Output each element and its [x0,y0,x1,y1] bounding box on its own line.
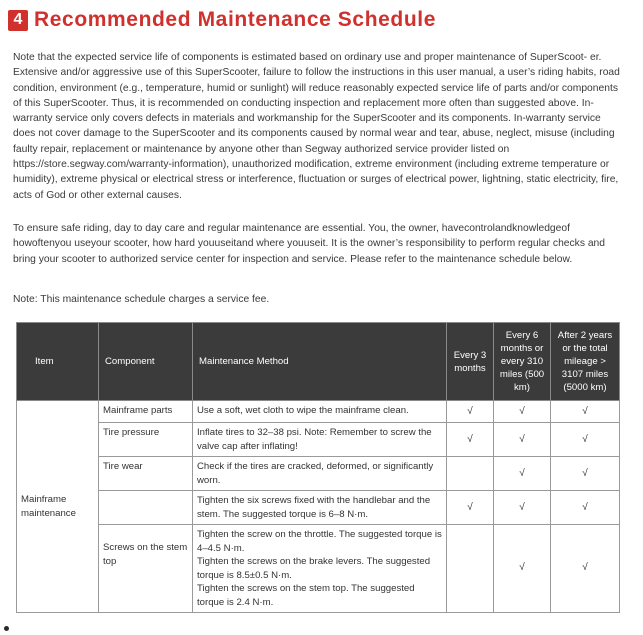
check-cell: √ [494,491,551,525]
check-cell [447,525,494,613]
component-cell: Mainframe parts [99,401,193,423]
item-mainframe-maintenance: Mainframe maintenance [17,401,99,613]
table-row [17,525,620,613]
check-cell: √ [551,491,620,525]
page-title: Recommended Maintenance Schedule [34,8,436,31]
check-cell: √ [494,401,551,423]
warranty-note-paragraph: Note that the expected service life of components is estimated based on ordinary use and proper maintenance of SuperScoot- er. Extensive and/or aggressive use of this SuperScooter, failure to follow the instructions in this user manual, a user’s riding habits, road condition, environment (e.g., temperature, humid or sunlight) will reduce reasonably expected service life of parts and/or components of this SuperScooter. Thus, it is recommended on conducting inspection and replacement more often than suggested above. In-warranty service only covers defects in materials and workmanship for the SuperScooter and its components. In-warranty service does not cover damage to the SuperScooter and its components caused by normal wear and tear, abuse, neglect, misuse (including faulty repair, replacement or maintenance by anyone other than Segway authorized service provider listed on https://store.segway.com/warranty-information), unauthorized modification, extreme environment (including extreme temperature or humidity), extreme physical or electrical stress or interference, fluctuation or surges of electrical power, lightning, static electricity, fire, acts of God or other external causes. [13,52,620,201]
check-cell: √ [447,423,494,457]
table-row [17,491,620,525]
method-cell: Tighten the six screws fixed with the handlebar and the stem. The suggested torque is 6–8 N·m. [193,491,447,525]
header-component: Component [99,323,193,401]
table-row [17,423,620,457]
check-cell: √ [447,491,494,525]
check-cell: √ [494,525,551,613]
table-header-row [17,323,620,401]
maintenance-schedule-table [16,322,620,613]
header-every-3-months: Every 3 months [447,323,494,401]
owner-responsibility-paragraph: To ensure safe riding, day to day care and regular maintenance are essential. You, the owner, havecontrolandknowledgeof howoftenyou useyour scooter, how hard youuseitand where youuseit. It is the owner’s responsibility to perform regular checks and bring your scooter to authorized service center for inspection and service. Please refer to the maintenance schedule below. [13,223,606,265]
method-line: Tighten the screw on the throttle. The suggested torque is 4–4.5 N·m. [197,529,442,554]
check-cell: √ [494,423,551,457]
header-maintenance-method: Maintenance Method [193,323,447,401]
component-cell [99,491,193,525]
method-cell [193,525,447,613]
header-item: Item [17,323,99,401]
method-cell: Check if the tires are cracked, deformed, or significantly worn. [193,457,447,491]
check-cell: √ [551,401,620,423]
check-cell: √ [551,423,620,457]
component-cell: Screws on the stem top [99,525,193,613]
header-every-6-months: Every 6 months or every 310 miles (500 km) [494,323,551,401]
check-cell: √ [447,401,494,423]
method-line: Tighten the screws on the stem top. The suggested torque is 2.4 N·m. [197,583,415,608]
check-cell [447,457,494,491]
check-cell: √ [551,457,620,491]
section-header [8,8,436,32]
section-number-badge: 4 [8,10,28,31]
page-corner-mark [4,626,9,631]
table-row [17,457,620,491]
component-cell: Tire wear [99,457,193,491]
check-cell: √ [551,525,620,613]
service-fee-note: Note: This maintenance schedule charges a service fee. [13,294,270,305]
component-cell: Tire pressure [99,423,193,457]
method-cell: Use a soft, wet cloth to wipe the mainframe clean. [193,401,447,423]
table-row [17,401,620,423]
header-after-2-years: After 2 years or the total mileage > 3107 miles (5000 km) [551,323,620,401]
method-cell: Inflate tires to 32–38 psi. Note: Remember to screw the valve cap after inflating! [193,423,447,457]
check-cell: √ [494,457,551,491]
method-line: Tighten the screws on the brake levers. The suggested torque is 8.5±0.5 N·m. [197,556,431,581]
